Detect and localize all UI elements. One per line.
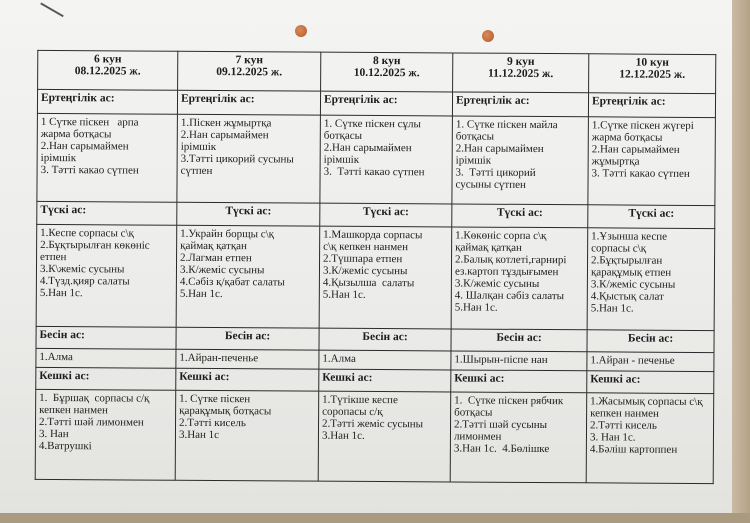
day-date: 12.12.2025 ж. [619,68,686,81]
menu-item: 3.К/жеміс сусыны [590,277,676,291]
menu-item: 3.К\жеміс сусыны [39,262,125,276]
breakfast-header: Ертеңгілік ас: [320,91,452,116]
background-edge-bottom [0,513,750,523]
menu-item: 1.Түтікше кеспе [322,393,398,407]
snack-items [319,350,451,369]
snack-header: Бесін ас: [36,326,176,349]
day-date: 10.12.2025 ж. [353,66,420,80]
day-header [178,51,321,91]
breakfast-items-row [37,114,716,206]
menu-item: 3.К/жеміс сусыны [179,263,265,276]
day-number: 10 кун [635,56,669,69]
day-number: 7 кун [235,54,264,67]
breakfast-header: Ертеңгілік ас: [177,90,320,115]
menu-item: ез.картоп тұздығымен [454,265,559,278]
menu-item: 2.Бұқтырылған көкөніс [40,238,150,252]
menu-item: 3.Нан 1с [178,428,220,442]
menu-item: сусыны сүтпен [455,178,526,192]
dinner-items-row [35,389,714,483]
menu-item: 3. Тәтті какао сүтпен [323,165,425,179]
lunch-header: Түскі ас: [588,205,715,228]
breakfast-items [320,115,453,204]
lunch-header: Түскі ас: [37,202,177,225]
dinner-header: Кешкі ас: [176,368,319,391]
menu-item: сүтпен [180,165,213,178]
menu-item: 3. Тәтті цикорий [455,166,536,180]
menu-item: 5.Нан 1с. [322,288,366,301]
menu-item: 2.Тәтті жеміс сусыны [322,417,424,431]
snack-items [176,350,319,369]
menu-table [35,50,717,484]
menu-item: 3. Нан [38,428,69,441]
menu-item: 1.Көкөніс сорпа с\қ [455,229,547,242]
menu-item: ірімшік [40,152,77,165]
lunch-items [36,224,177,327]
day-number: 8 кун [372,54,401,68]
menu-item: ботқасы [455,130,495,144]
menu-item: 2.Балық котлеті,гарнирі [455,253,567,266]
snack-items [587,352,714,371]
lunch-items [319,226,452,329]
breakfast-items [588,117,716,206]
menu-item: 2.Түшпара етпен [323,252,403,265]
menu-item: 4.Қызылша салаты [322,276,415,289]
day-header [321,52,453,92]
menu-item: 5.Нан 1с. [590,301,634,315]
dinner-items [35,389,176,480]
menu-item: 2.Нан сарымаймен [40,140,129,153]
menu-item: ботқасы [323,129,363,143]
menu-item: с\қ кепкен нанмен [323,240,409,253]
lunch-header: Түскі ас: [320,203,452,226]
menu-item: соропасы с/қ [322,405,383,419]
menu-item: 2.Тәтті шәй лимонмен [39,416,144,429]
menu-item: 4.Бәліш картоппен [589,443,678,456]
menu-item: 1.Украйн борщы с\қ [180,227,275,240]
dinner-items [586,393,714,484]
day-number: 6 кун [93,53,122,66]
menu-item: етпен [40,250,67,263]
menu-item: 2.Нан сарымаймен [323,141,412,155]
menu-item: 2.Лагман етпен [180,251,252,264]
menu-item: 1.Айран-печенье [179,352,259,365]
day-date: 11.12.2025 ж. [488,67,554,81]
day-number: 9 кун [506,55,535,68]
menu-item: 1. Сүтке піскен сұлы [323,117,421,131]
breakfast-header: Ертеңгілік ас: [588,93,715,118]
dinner-items [175,390,319,481]
menu-item: 3.Нан 1с. [321,429,365,443]
lunch-items [587,227,715,330]
menu-item: жарма ботқасы [591,131,663,145]
menu-item: қарақұмық етпен [590,265,672,279]
menu-item: 1.Айран - печенье [590,354,675,368]
lunch-header: Түскі ас: [177,202,320,225]
menu-item: 1.Шырын-піспе нан [454,353,548,367]
menu-item: 1. Сүтке піскен рябчик [454,394,564,408]
menu-item: 2.Нан сарымаймен [180,129,269,142]
breakfast-items [452,116,589,205]
menu-item: 2.Бұқтырылған [591,253,663,267]
menu-item: ботқасы [454,406,493,419]
dinner-header: Кешкі ас: [587,370,714,393]
menu-item: 1.Сүтке піскен жүгері [591,119,694,133]
menu-item: 3.Тәтті цикорий сусыны [180,153,294,166]
menu-item: 3. Тәтті какао сүтпен [591,167,690,181]
menu-item: қаймақ қатқан [180,239,248,252]
menu-item: 3.Нан 1с. 4.Бөлішке [453,442,550,456]
menu-item: жарма ботқасы [40,128,112,141]
menu-item: ірімшік [455,154,492,168]
dinner-items [318,391,451,482]
day-date: 09.12.2025 ж. [216,66,283,79]
menu-item: 2.Тәтті кисель [589,419,657,432]
snack-header: Бесін ас: [587,330,714,353]
menu-item: 2.Нан сарымаймен [591,143,680,157]
breakfast-header: Ертеңгілік ас: [37,89,177,114]
menu-item: 4. Шалқан сәбіз салаты [454,289,565,302]
day-header-row [38,50,716,93]
menu-item: қаймақ қатқан [455,241,523,254]
dinner-items [450,392,587,483]
menu-item: 1.Ұзынша кеспе [591,229,668,243]
snack-items [451,351,587,370]
menu-item: лимонмен [453,430,502,443]
menu-item: 1 Сүтке піскен арпа [40,116,139,129]
menu-item: 1.Жасымық сорпасы с\қ [590,395,703,409]
menu-item: 3. Нан 1с. [589,431,636,444]
menu-item: ірімшік [323,153,360,167]
background-edge [732,0,750,523]
lunch-items-row [36,224,715,330]
menu-item: кепкен нанмен [39,404,108,417]
menu-item: 1. Сүтке піскен майла [455,118,558,132]
menu-item: 3.К/жеміс сусыны [454,277,540,290]
menu-item: кепкен нанмен [590,407,659,420]
menu-item: қарақұмық ботқасы [179,404,272,418]
menu-item: жұмыртқа [591,155,640,168]
dinner-header: Кешкі ас: [451,370,587,393]
menu-item: 2.Нан сарымаймен [455,142,544,156]
menu-item: 1.Кеспе сорпасы с\қ [40,226,134,240]
snack-header: Бесін ас: [319,328,451,351]
menu-item: 1.Алма [39,351,73,364]
lunch-items [176,225,320,328]
menu-item: 1. Сүтке піскен [179,392,251,406]
menu-item: 5.Нан 1с. [39,286,83,299]
day-date: 08.12.2025 ж. [74,65,141,78]
day-header [38,50,178,90]
menu-item: 2.Тәтті кисель [179,416,247,430]
punch-hole-right [482,30,494,42]
menu-item: 1.Алма [322,352,356,366]
punch-hole-left [295,25,307,37]
menu-item: 3.К/жеміс сусыны [322,264,408,277]
snack-header: Бесін ас: [451,329,587,352]
lunch-items [451,227,588,330]
menu-item: 3. Тәтті какао сүтпен [40,164,139,177]
menu-item: 1.Піскен жұмыртқа [180,117,272,130]
menu-item: 4.Түзд.қияр салаты [39,274,130,288]
snack-header: Бесін ас: [176,327,319,350]
breakfast-items [177,115,321,204]
day-header [453,53,589,93]
snack-items [36,349,176,368]
menu-item: 5.Нан 1с. [454,301,498,314]
menu-item: 5.Нан 1с. [179,287,223,300]
menu-item: сорпасы с\қ [591,241,647,255]
menu-item: 4.Қыстық салат [590,289,664,303]
dinner-header: Кешкі ас: [319,369,451,392]
breakfast-header: Ертеңгілік ас: [452,92,588,117]
menu-item: 1.Машкорда сорпасы [323,228,423,241]
menu-item: 4.Сәбіз қ/қабат салаты [179,275,285,289]
lunch-header: Түскі ас: [452,204,588,227]
breakfast-items [37,114,178,203]
menu-item: ірімшік [180,141,217,154]
menu-item: 1. Бұршақ сорпасы с/қ [39,392,150,405]
dinner-header: Кешкі ас: [36,367,176,390]
menu-item: 4.Ватрушкі [38,440,92,453]
day-header [589,54,716,94]
menu-item: 2.Тәтті шәй сусыны [454,418,548,432]
